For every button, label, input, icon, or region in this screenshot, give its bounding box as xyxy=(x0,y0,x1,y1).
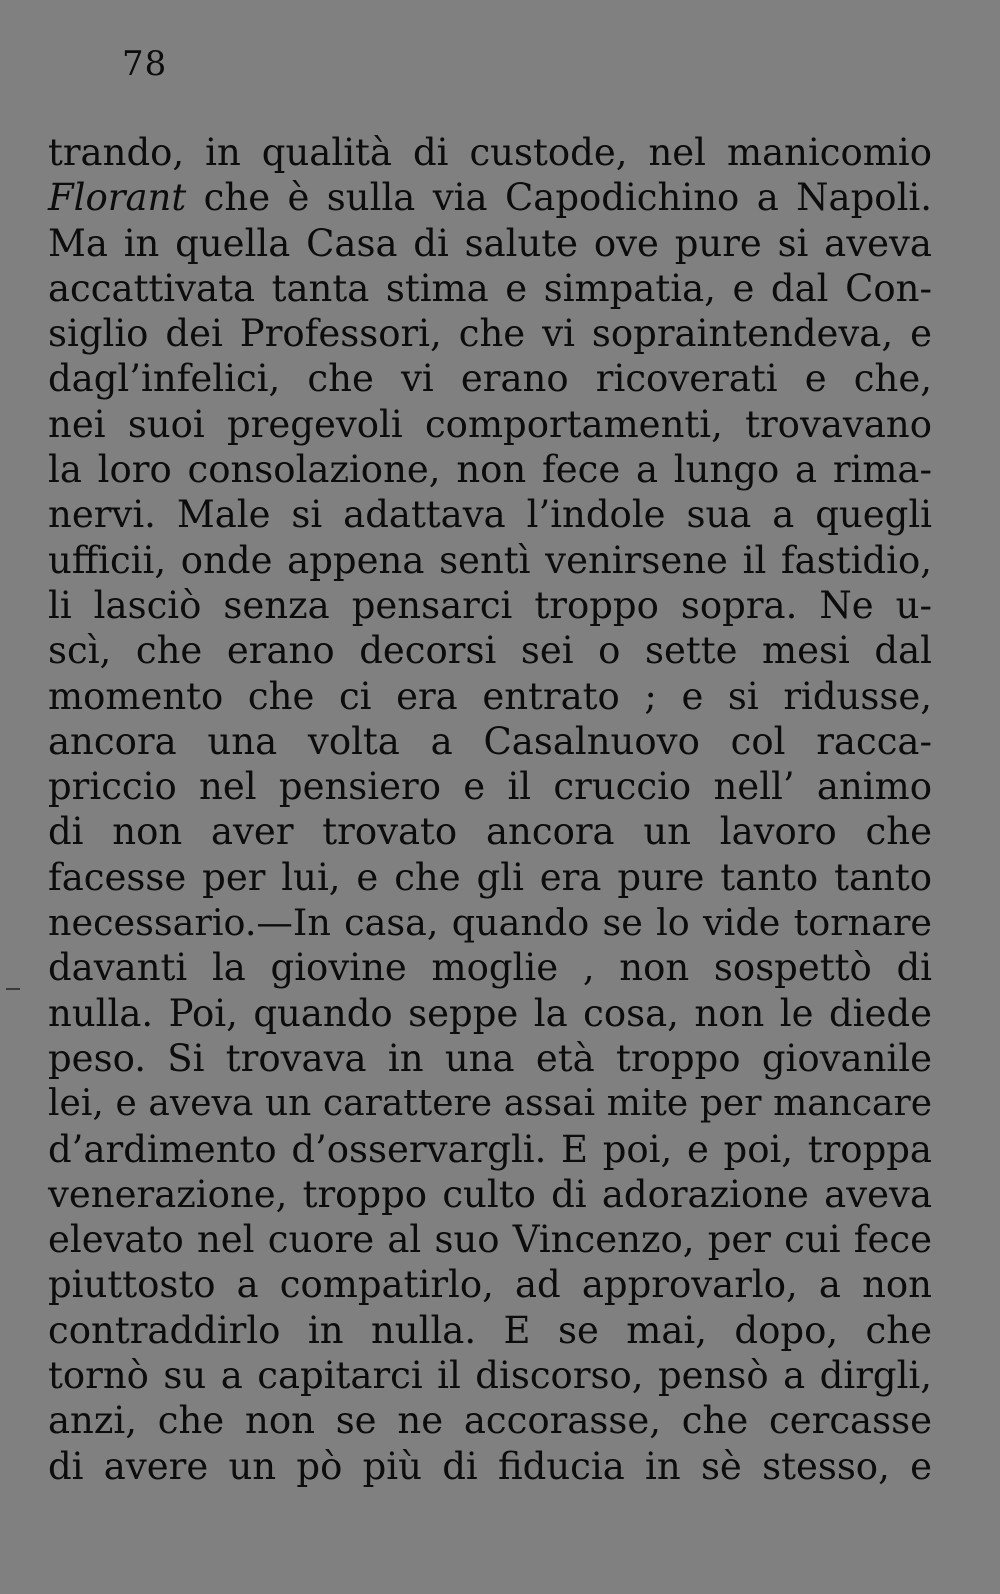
line-text: d’ardimento d’osservargli. E poi, e poi, troppa xyxy=(48,1127,932,1171)
text-line xyxy=(48,1172,932,1217)
text-line xyxy=(48,492,932,537)
line-text: priccio nel pensiero e il cruccio nell’ animo xyxy=(48,765,932,809)
line-text: elevato nel cuore al suo Vincenzo, per cui fece xyxy=(48,1218,932,1262)
text-line xyxy=(48,764,932,809)
text-line xyxy=(48,311,932,356)
text-line xyxy=(48,583,932,628)
line-text: tornò su a capitarci il discorso, pensò a dirgli, xyxy=(48,1354,932,1398)
line-text: che è sulla via Capodichino a Napoli. xyxy=(186,176,932,220)
body-text xyxy=(48,130,932,1489)
line-text: venerazione, troppo culto di adorazione aveva xyxy=(48,1172,932,1216)
text-line xyxy=(48,900,932,945)
text-line xyxy=(48,991,932,1036)
text-line xyxy=(48,1308,932,1353)
text-line xyxy=(48,945,932,990)
text-line xyxy=(48,855,932,900)
line-text: siglio dei Professori, che vi sopraintendeva, e xyxy=(48,312,932,356)
line-text: li lasciò senza pensarci troppo sopra. Ne u- xyxy=(48,583,932,627)
line-text: nei suoi pregevoli comportamenti, trovavano xyxy=(48,402,932,446)
text-line xyxy=(48,1036,932,1081)
line-text: anzi, che non se ne accorasse, che cercasse xyxy=(48,1399,932,1443)
text-line xyxy=(48,719,932,764)
line-text: facesse per lui, e che gli era pure tanto tanto xyxy=(48,855,932,899)
text-line xyxy=(48,402,932,447)
line-text: nervi. Male si adattava l’indole sua a quegli xyxy=(48,493,932,537)
line-text: trando, in qualità di custode, nel manicomio xyxy=(48,131,932,174)
line-text: la loro consolazione, non fece a lungo a rima- xyxy=(48,448,932,492)
margin-mark xyxy=(6,988,20,990)
text-line xyxy=(48,628,932,673)
line-text: necessario.—In casa, quando se lo vide tornare xyxy=(48,901,932,945)
text-line xyxy=(48,1398,932,1443)
line-text: lei, e aveva un carattere assai mite per mancare xyxy=(48,1083,932,1125)
line-text: ufficii, onde appena sentì venirsene il fastidio, xyxy=(48,538,932,582)
line-text: Ma in quella Casa di salute ove pure si aveva xyxy=(48,221,932,265)
line-text: di avere un pò più di fiducia in sè stesso, e xyxy=(48,1444,932,1488)
text-line xyxy=(48,1262,932,1307)
line-text: dagl’infelici, che vi erano ricoverati e che, xyxy=(48,357,932,401)
line-text: contraddirlo in nulla. E se mai, dopo, che xyxy=(48,1308,932,1352)
text-line xyxy=(48,1127,932,1172)
line-text: di non aver trovato ancora un lavoro che xyxy=(48,810,932,854)
text-line xyxy=(48,266,932,311)
text-line xyxy=(48,356,932,401)
text-line xyxy=(48,175,932,220)
text-line xyxy=(48,1081,932,1126)
line-text: piuttosto a compatirlo, ad approvarlo, a non xyxy=(48,1263,932,1307)
text-line xyxy=(48,221,932,266)
line-text: ancora una volta a Casalnuovo col racca- xyxy=(48,719,932,763)
text-line xyxy=(48,538,932,583)
text-line xyxy=(48,809,932,854)
line-text: momento che ci era entrato ; e si ridusse, xyxy=(48,674,932,718)
text-line xyxy=(48,1353,932,1398)
line-text: accattivata tanta stima e simpatia, e dal Con- xyxy=(48,266,932,310)
text-line xyxy=(48,1444,932,1489)
text-line xyxy=(48,1217,932,1262)
italic-word: Florant xyxy=(48,176,187,220)
text-line xyxy=(48,674,932,719)
page-number: 78 xyxy=(122,44,168,84)
line-text: peso. Si trovava in una età troppo giovanile xyxy=(48,1036,932,1080)
line-text: nulla. Poi, quando seppe la cosa, non le diede xyxy=(48,991,932,1035)
line-text: scì, che erano decorsi sei o sette mesi dal xyxy=(48,629,932,673)
text-line xyxy=(48,130,932,175)
line-text: davanti la giovine moglie , non sospettò di xyxy=(48,946,932,990)
text-line xyxy=(48,447,932,492)
